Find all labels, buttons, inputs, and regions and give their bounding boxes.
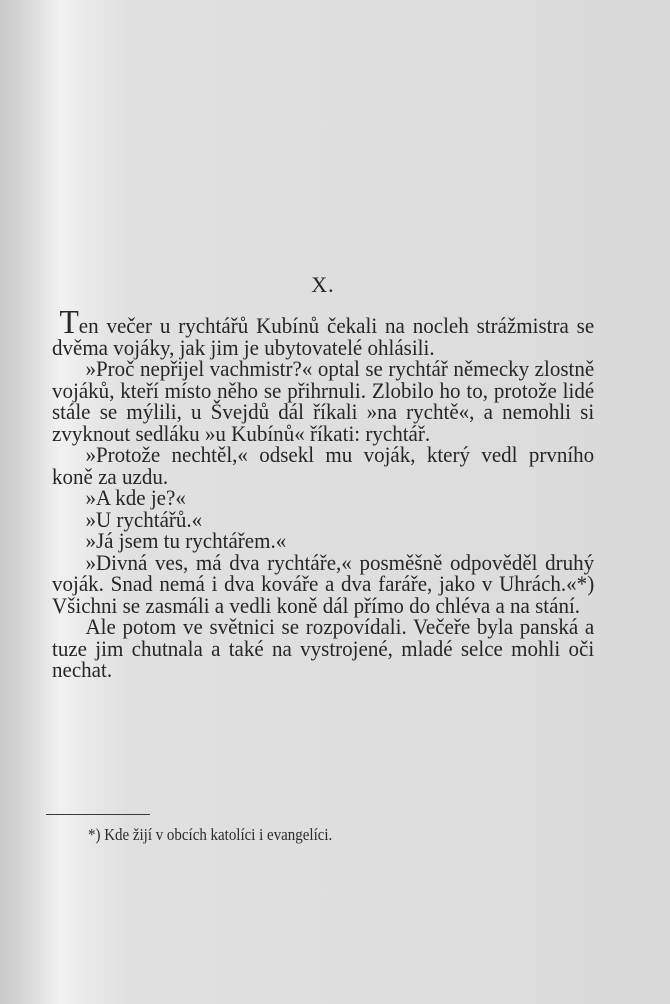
drop-cap: T bbox=[59, 304, 79, 341]
paragraph: »U rychtářů.« bbox=[85, 506, 203, 532]
paragraph-text: en večer u rychtářů Kubínů čekali na nocleh strážmistra se dvěma vojáky, jak jim je ubytovatelé ohlásili. bbox=[52, 313, 595, 360]
footnote-separator bbox=[46, 814, 150, 815]
paragraph: »Protože nechtěl,« odsekl mu voják, který vedl prvního koně za uzdu. bbox=[52, 442, 595, 489]
footnote: *) Kde žijí v obcích katolíci i evangelíci. bbox=[88, 825, 333, 844]
paragraph: »Proč nepřijel vachmistr?« optal se rychtář německy zlostně vojáků, kteří místo něho se přihrnuli. Zlobilo ho to, protože lidé stále se mýlili, u Švejdů dál říkali »na rychtě«, a nemohli si zvyknout sedláku »u Kubínů« říkati: rychtář. bbox=[52, 356, 595, 446]
paragraph bbox=[52, 304, 595, 360]
chapter-heading: X. bbox=[311, 272, 335, 297]
paragraph: »A kde je?« bbox=[85, 485, 186, 510]
paragraph: Ale potom ve světnici se rozpovídali. Večeře byla panská a tuze jim chutnala a také na vystrojené, mladé selce mohli oči nechat. bbox=[52, 614, 595, 682]
paragraph: »Divná ves, má dva rychtáře,« posměšně odpověděl druhý voják. Snad nemá i dva kováře a dva faráře, jako v Uhrách.«*) Všichni se zasmáli a vedli koně dál přímo do chléva a na stání. bbox=[52, 549, 595, 618]
paragraph: »Já jsem tu rychtářem.« bbox=[85, 528, 287, 553]
body-text bbox=[52, 304, 595, 682]
